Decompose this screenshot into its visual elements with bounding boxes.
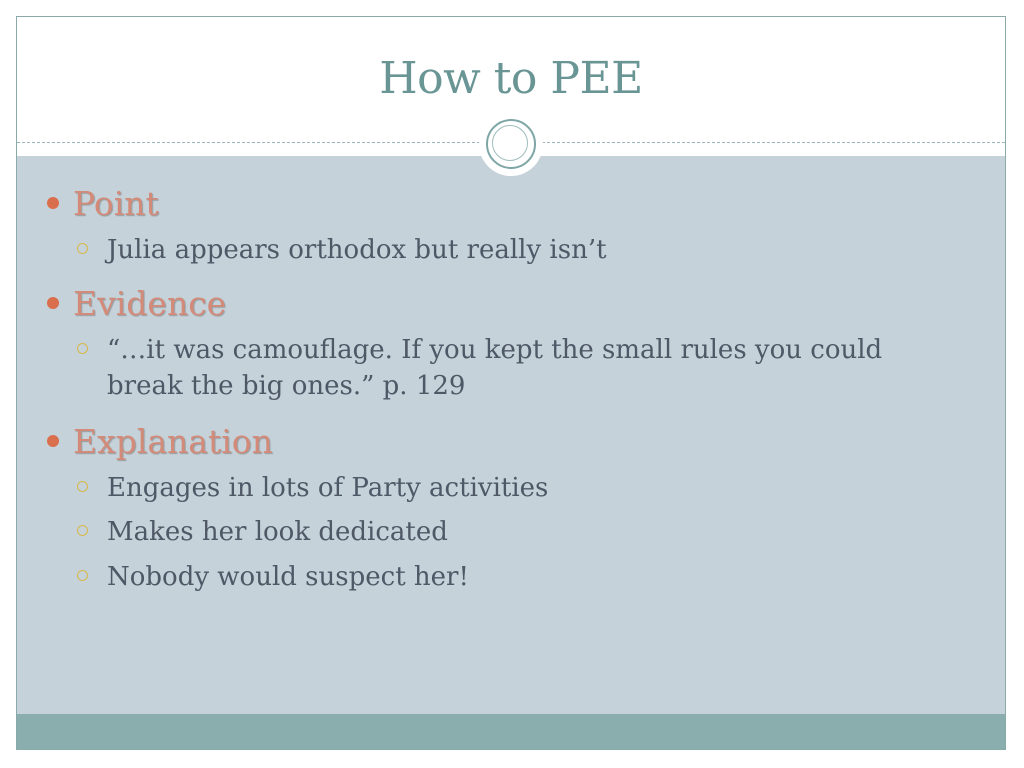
circle-ring [486, 119, 536, 169]
bullet-dot-icon [47, 297, 59, 309]
sub-bullet-text: Engages in lots of Party activities [107, 473, 549, 503]
sub-bullet-text: Nobody would suspect her! [107, 562, 469, 592]
bullet-explanation [47, 422, 273, 461]
ring-bullet-icon [77, 525, 88, 536]
ring-bullet-icon [77, 481, 88, 492]
bullet-dot-icon [47, 197, 59, 209]
slide [16, 16, 1006, 750]
sub-bullet-text: Makes her look dedicated [107, 517, 448, 547]
sub-bullet [77, 470, 957, 506]
ring-bullet-icon [77, 243, 88, 254]
content-area [17, 156, 1005, 715]
ring-bullet-icon [77, 570, 88, 581]
heading-point: Point [73, 184, 159, 223]
heading-evidence: Evidence [73, 284, 227, 323]
footer-bar [17, 714, 1005, 749]
sub-bullet [77, 514, 957, 550]
bullet-evidence [47, 284, 226, 323]
sub-bullet [77, 332, 957, 404]
heading-explanation: Explanation [73, 422, 273, 461]
bullet-dot-icon [47, 435, 59, 447]
slide-title: How to PEE [379, 53, 643, 104]
sub-bullet-text: Julia appears orthodox but really isn’t [107, 235, 607, 265]
circle-ring-inner [492, 125, 528, 161]
sub-bullet-text: “…it was camouflage. If you kept the small rules you could break the big ones.” p. 129 [107, 335, 883, 401]
sub-bullet [77, 559, 957, 595]
bullet-point [47, 184, 159, 223]
sub-bullet [77, 232, 957, 268]
circle-ornament-icon [479, 112, 543, 176]
ring-bullet-icon [77, 343, 88, 354]
